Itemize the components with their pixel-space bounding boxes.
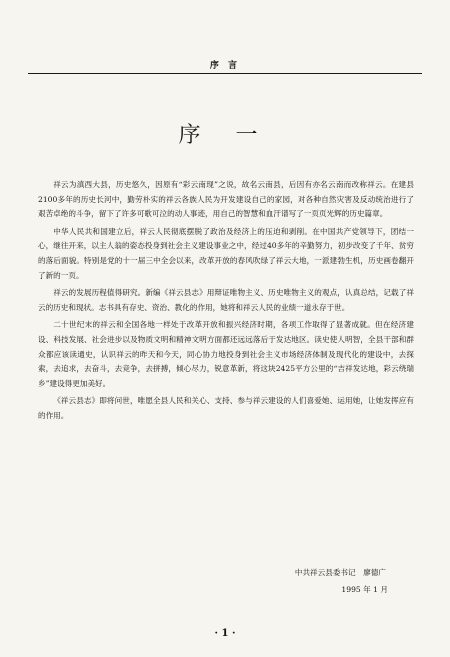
paragraph: 祥云为滇西大县，历史悠久，因原有“彩云南现”之说，故名云南县，后因有亦名云南而改称祥云。在建县2100多年的历史长河中，勤劳朴实的祥云各族人民为开发建设自己的家园，对各种自然灾害及反动统治进行了艰苦卓绝的斗争，留下了许多可歌可泣的动人事迹，用自己的智慧和血汗谱写了一页页光辉的历史篇章。 (38, 180, 414, 219)
signature-block (295, 564, 394, 598)
running-header: 序 言 (209, 61, 241, 71)
preface-title: 序 一 (178, 123, 272, 148)
signature-date: 1995 年 1 月 (341, 585, 388, 594)
paragraph: 《祥云县志》即将问世，唯愿全县人民和关心、支持、参与祥云建设的人们喜爱她、运用她，让她发挥应有的作用。 (38, 396, 414, 420)
paragraph: 中华人民共和国建立后，祥云人民彻底摆脱了政治及经济上的压迫和剥削。在中国共产党领导下，团结一心，继往开来，以主人翁的姿态投身到社会主义建设事业之中，经过40多年的辛勤努力，初步改变了千年、贫穷的落后面貌。特别是党的十一届三中全会以来，改革开放的春风吹绿了祥云大地，一派建勃生机，历史画卷翻开了新的一页。 (38, 226, 414, 280)
preface-body (38, 178, 414, 424)
paragraph: 祥云的发展历程值得研究。新编《祥云县志》用辩证唯物主义、历史唯物主义的观点，认真总结，记载了祥云的历史和现状。志书具有存史、资治、教化的作用，她将和祥云人民的业绩一道永存于世。 (38, 288, 414, 312)
signature-author: 中共祥云县委书记 廖德广 (294, 568, 386, 577)
paragraph: 二十世纪末的祥云和全国各地一样处于改革开放和振兴经济时期，各项工作取得了显著成就。但在经济建设、科技发展、社会进步以及物质文明和精神文明方面都还远远落后于发达地区。读史使人明智，全县干部和群众都应该读通史，认识祥云的昨天和今天，同心协力地投身到社会主义市场经济体制及现代化的建设中，去探索，去追求，去奋斗，去竞争，去拼搏，倾心尽力，锐意革新，将这块2425平方公里的“吉祥发达地，彩云绕瑞乡”建设得更加美好。 (38, 320, 414, 388)
header-rule (28, 73, 422, 74)
page-number: · 1 · (214, 628, 236, 639)
